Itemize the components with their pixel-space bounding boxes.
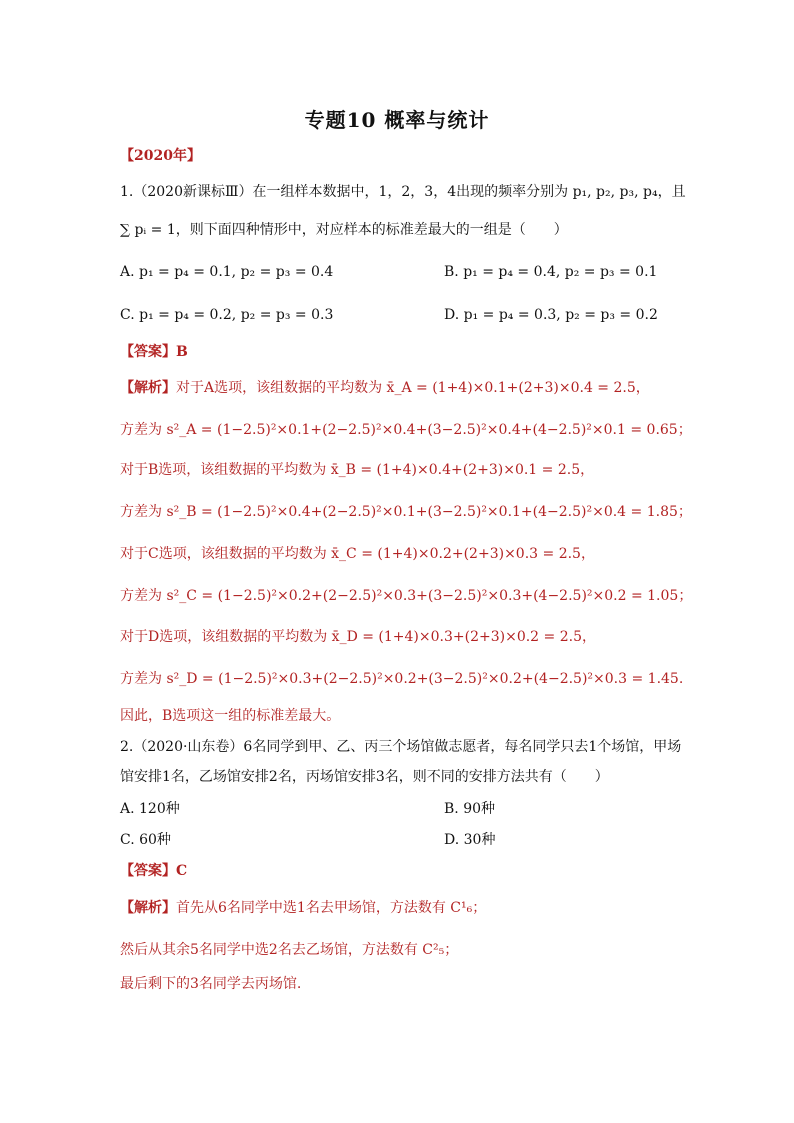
q1-option-a: A. p₁ = p₄ = 0.1, p₂ = p₃ = 0.4: [120, 264, 334, 280]
q2-stem-line2: 馆安排1名，乙场馆安排2名，丙场馆安排3名，则不同的安排方法共有（ ）: [120, 769, 609, 785]
q2-analysis-step3: 最后剩下的3名同学去丙场馆.: [120, 976, 302, 992]
q1-stem-line1: 1.（2020新课标Ⅲ）在一组样本数据中，1，2，3，4出现的频率分别为 p₁, p₂, p₃, p₄，且: [120, 184, 686, 200]
q2-analysis-step1: 首先从6名同学中选1名去甲场馆，方法数有 C¹₆；: [176, 900, 487, 916]
q2-analysis-line1: [120, 898, 486, 918]
year-tag: 【2020年】: [120, 148, 201, 164]
q1-conclusion: 因此，B选项这一组的标准差最大。: [120, 708, 341, 724]
q1-option-c: C. p₁ = p₄ = 0.2, p₂ = p₃ = 0.3: [120, 307, 334, 323]
q1-analysis-c-mean: 对于C选项，该组数据的平均数为 x̄_C = (1+4)×0.2+(2+3)×0.3 = 2.5，: [120, 546, 595, 562]
q2-option-b: B. 90种: [444, 801, 496, 817]
q1-stem-line2: ∑ pᵢ = 1，则下面四种情形中，对应样本的标准差最大的一组是（ ）: [120, 222, 568, 238]
q1-answer: 【答案】B: [120, 344, 188, 360]
q2-analysis-label: 【解析】: [120, 900, 176, 916]
q2-option-a: A. 120种: [120, 801, 180, 817]
q1-analysis-d-variance: 方差为 s²_D = (1−2.5)²×0.3+(2−2.5)²×0.2+(3−2.5)²×0.2+(4−2.5)²×0.3 = 1.45.: [120, 671, 684, 687]
q2-analysis-step2: 然后从其余5名同学中选2名去乙场馆，方法数有 C²₅；: [120, 942, 459, 958]
q1-analysis-a-variance: 方差为 s²_A = (1−2.5)²×0.1+(2−2.5)²×0.4+(3−2.5)²×0.4+(4−2.5)²×0.1 = 0.65；: [120, 422, 692, 438]
q2-stem-line1: 2.（2020·山东卷）6名同学到甲、乙、丙三个场馆做志愿者，每名同学只去1个场馆，甲场: [120, 739, 682, 755]
q1-option-d: D. p₁ = p₄ = 0.3, p₂ = p₃ = 0.2: [444, 307, 658, 323]
q1-analysis-c-variance: 方差为 s²_C = (1−2.5)²×0.2+(2−2.5)²×0.3+(3−2.5)²×0.3+(4−2.5)²×0.2 = 1.05；: [120, 588, 693, 604]
q2-option-c: C. 60种: [120, 832, 171, 848]
q1-analysis-b-variance: 方差为 s²_B = (1−2.5)²×0.4+(2−2.5)²×0.1+(3−2.5)²×0.1+(4−2.5)²×0.4 = 1.85；: [120, 504, 692, 520]
q1-analysis-line1: [120, 378, 650, 398]
q1-option-b: B. p₁ = p₄ = 0.4, p₂ = p₃ = 0.1: [444, 264, 658, 280]
page-title: 专题10 概率与统计: [304, 108, 490, 132]
q2-answer: 【答案】C: [120, 863, 188, 879]
q1-analysis-d-mean: 对于D选项，该组数据的平均数为 x̄_D = (1+4)×0.3+(2+3)×0.2 = 2.5，: [120, 629, 596, 645]
q1-analysis-b-mean: 对于B选项，该组数据的平均数为 x̄_B = (1+4)×0.4+(2+3)×0.1 = 2.5，: [120, 462, 595, 478]
q1-analysis-label: 【解析】: [120, 380, 176, 396]
q1-analysis-a-mean: 对于A选项，该组数据的平均数为 x̄_A = (1+4)×0.1+(2+3)×0.4 = 2.5，: [176, 380, 650, 396]
q2-option-d: D. 30种: [444, 832, 496, 848]
